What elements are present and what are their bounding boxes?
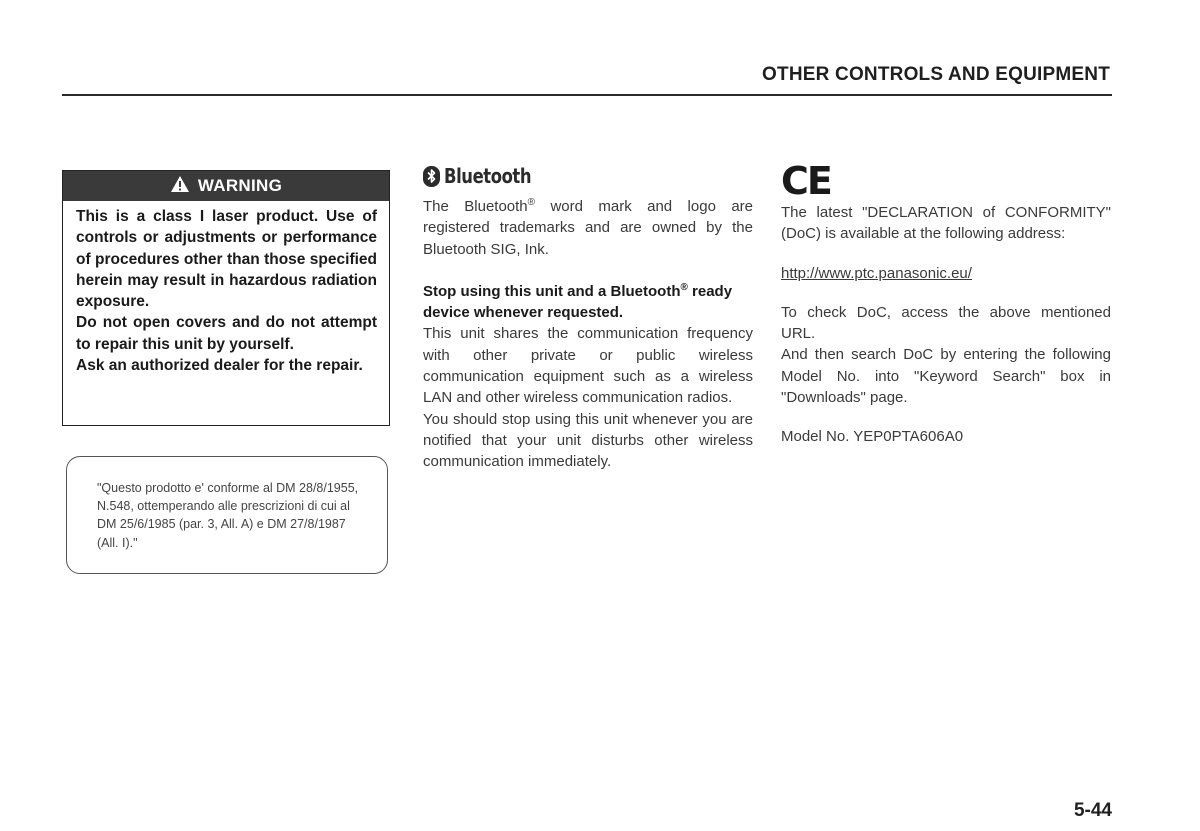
section-title: OTHER CONTROLS AND EQUIPMENT: [762, 64, 1110, 85]
bluetooth-stop-text: You should stop using this unit whenever you are notified that your unit disturbs other wireless communication immediately.: [423, 410, 753, 471]
warning-body: [63, 201, 389, 376]
header-divider: [62, 94, 1112, 96]
ce-section: [781, 160, 1111, 448]
ce-mark-icon: CE: [781, 159, 831, 203]
bluetooth-shares-text: This unit shares the communication frequency with other private or public wireless communication equipment such as a wireless LAN and other wireless communication radios.: [423, 325, 753, 407]
doc-url-link[interactable]: http://www.ptc.panasonic.eu/: [781, 264, 972, 282]
compliance-notice-text: "Questo prodotto e' conforme al DM 28/8/1955, N.548, ottemperando alle prescrizioni di cui al DM 25/6/1985 (par. 3, All. A) e DM 27/8/1987 (All. I).": [97, 481, 359, 550]
warning-triangle-icon: [170, 175, 190, 198]
bluetooth-logo-text: Bluetooth: [444, 164, 532, 188]
warning-paragraph: This is a class I laser product. Use of controls or adjustments or performance of procedures other than those specified herein may result in hazardous radiation exposure.: [76, 208, 377, 311]
warning-paragraph: Ask an authorized dealer for the repair.: [76, 357, 363, 375]
registered-mark: ®: [527, 197, 536, 208]
bluetooth-trademark-text: [423, 196, 753, 260]
warning-paragraph: Do not open covers and do not attempt to repair this unit by yourself.: [76, 314, 377, 353]
stop-heading-start: Stop using this unit and a Bluetooth: [423, 282, 681, 300]
page-number: 5-44: [1073, 800, 1112, 821]
trademark-text-end: word mark and logo are registered trademarks and are owned by the Bluetooth SIG, Ink.: [423, 198, 754, 258]
compliance-notice-box: [66, 456, 388, 574]
ce-declaration-text: The latest "DECLARATION of CONFORMITY" (DoC) is available at the following address:: [781, 204, 1111, 243]
trademark-text-start: The Bluetooth: [423, 198, 528, 215]
ce-search-text: And then search DoC by entering the following Model No. into "Keyword Search" box in "Downloads" page.: [781, 346, 1111, 407]
ce-model-text: Model No. YEP0PTA606A0: [781, 428, 964, 446]
bluetooth-section: [423, 160, 753, 473]
doc-url-paragraph: [781, 263, 1111, 284]
warning-box: [62, 170, 390, 426]
warning-banner: [63, 171, 389, 201]
bluetooth-stop-heading: [423, 281, 753, 324]
warning-title: WARNING: [197, 176, 283, 195]
bluetooth-logo: [423, 160, 753, 192]
ce-check-text: To check DoC, access the above mentioned URL.: [781, 303, 1111, 343]
stop-heading-end: ready device whenever requested.: [423, 282, 733, 322]
bluetooth-rune-icon: [423, 166, 440, 187]
registered-mark: ®: [680, 281, 688, 293]
